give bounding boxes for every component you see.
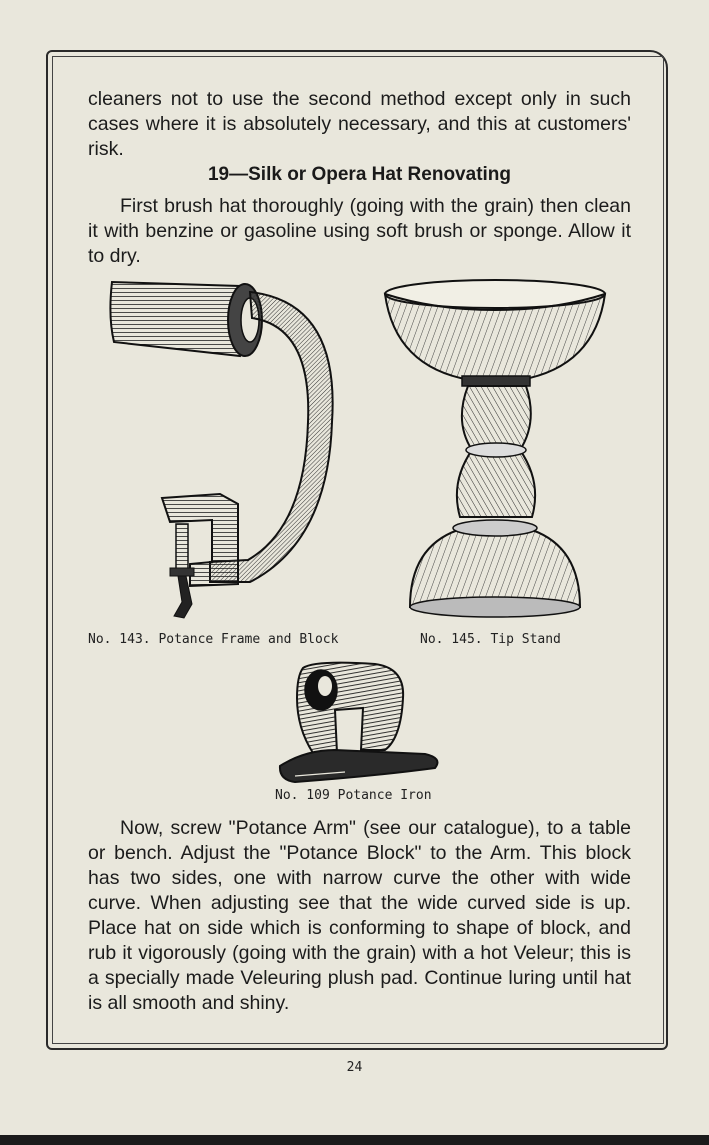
section-heading: 19—Silk or Opera Hat Renovating: [207, 164, 512, 185]
potance-frame-illustration: [100, 272, 350, 627]
caption-fig-145: No. 145. Tip Stand: [420, 632, 561, 647]
bottom-band: [0, 1135, 709, 1145]
potance-iron-illustration: [275, 658, 445, 786]
caption-fig-143: No. 143. Potance Frame and Block: [88, 632, 339, 647]
caption-fig-109: No. 109 Potance Iron: [275, 788, 432, 803]
intro-text: cleaners not to use the second method except only in such cases where it is absolutely necessary, and this at customers' risk.: [88, 88, 631, 160]
paragraph-2: Now, screw "Potance Arm" (see our catalogue), to a table or bench. Adjust the "Potance Block" to the Arm. This block has two sides, one with narrow curve the other with wide curve. When adjusting see that the wide curved side is up. Place hat on side which is conforming to shape of block, and rub it vigorously (going with the grain) with a hot Veleur; this is a specially made Veleuring plush pad. Continue luring until hat is all smooth and shiny.: [88, 817, 631, 1014]
tip-stand-illustration: [380, 272, 615, 627]
paragraph-1: First brush hat thoroughly (going with the grain) then clean it with benzine or gasoline using soft brush or sponge. Allow it to dry.: [88, 195, 631, 267]
page-number: 24: [346, 1060, 363, 1075]
